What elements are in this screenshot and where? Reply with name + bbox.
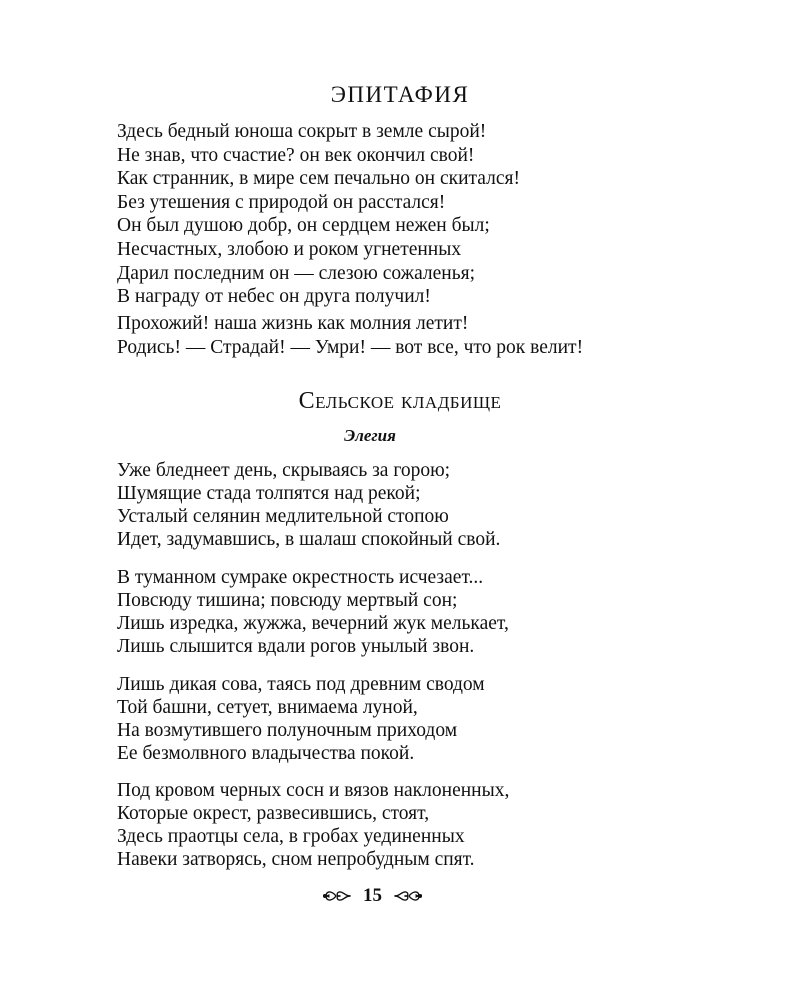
poem-line: Под кровом черных сосн и вязов наклоненных,	[117, 780, 510, 801]
elegy-stanza-3	[117, 673, 485, 765]
poem-line: Прохожий! наша жизнь как молния летит!	[117, 313, 469, 334]
page-footer	[0, 885, 745, 907]
poem-line: Идет, задумавшись, в шалаш спокойный свой.	[117, 529, 501, 550]
poem-line: Здесь праотцы села, в гробах уединенных	[117, 826, 465, 847]
poem-line: Несчастных, злобою и роком угнетенных	[117, 238, 462, 260]
poem-line: В награду от небес он друга получил!	[117, 286, 431, 308]
floral-ornament-icon	[323, 888, 351, 904]
page-number: 15	[363, 885, 382, 906]
poem-line: Не знав, что счастие? он век окончил свой!	[117, 144, 475, 166]
poem-line: Дарил последним он — слезою сожаленья;	[117, 262, 476, 284]
elegy-stanza-1	[117, 459, 500, 551]
poem-line: Которые окрест, развесившись, стоят,	[117, 803, 430, 824]
elegy-stanza-4	[117, 779, 509, 871]
poem-line: Усталый селянин медлительной стопою	[117, 506, 449, 527]
poem-line: На возмутившего полуночным приходом	[117, 720, 458, 741]
poem-line: Повсюду тишина; повсюду мертвый сон;	[117, 590, 458, 611]
poem-line: Навеки затворясь, сном непробудным спят.	[117, 849, 475, 870]
poem-line: Той башни, сетует, внимаема луной,	[117, 697, 418, 718]
poem-line: Родись! — Страдай! — Умри! — вот все, что рок велит!	[117, 336, 584, 358]
epitaph-stanza-1	[117, 120, 520, 309]
poem-line: Как странник, в мире сем печально он скитался!	[117, 168, 520, 190]
poem-line: Лишь дикая сова, таясь под древним сводом	[117, 674, 485, 695]
epitaph-stanza-2	[117, 312, 583, 359]
floral-ornament-icon	[394, 888, 422, 904]
poem-line: Лишь слышится вдали рогов унылый звон.	[117, 636, 475, 657]
epitaph-title: ЭПИТАФИЯ	[330, 82, 470, 107]
elegy-title: Сельское кладбище	[298, 388, 502, 414]
elegy-subtitle: Элегия	[344, 426, 396, 445]
elegy-stanza-2	[117, 566, 509, 658]
poem-line: Уже бледнеет день, скрываясь за горою;	[117, 460, 451, 481]
poem-line: Он был душою добр, он сердцем нежен был;	[117, 215, 490, 237]
poem-line: Лишь изредка, жужжа, вечерний жук мелькает,	[117, 613, 509, 634]
poem-line: Без утешения с природой он расстался!	[117, 191, 446, 213]
poem-line: Ее безмолвного владычества покой.	[117, 743, 415, 764]
poem-line: Здесь бедный юноша сокрыт в земле сырой!	[117, 121, 487, 142]
poem-line: Шумящие стада толпятся над рекой;	[117, 483, 421, 504]
poem-line: В туманном сумраке окрестность исчезает...	[117, 567, 484, 588]
